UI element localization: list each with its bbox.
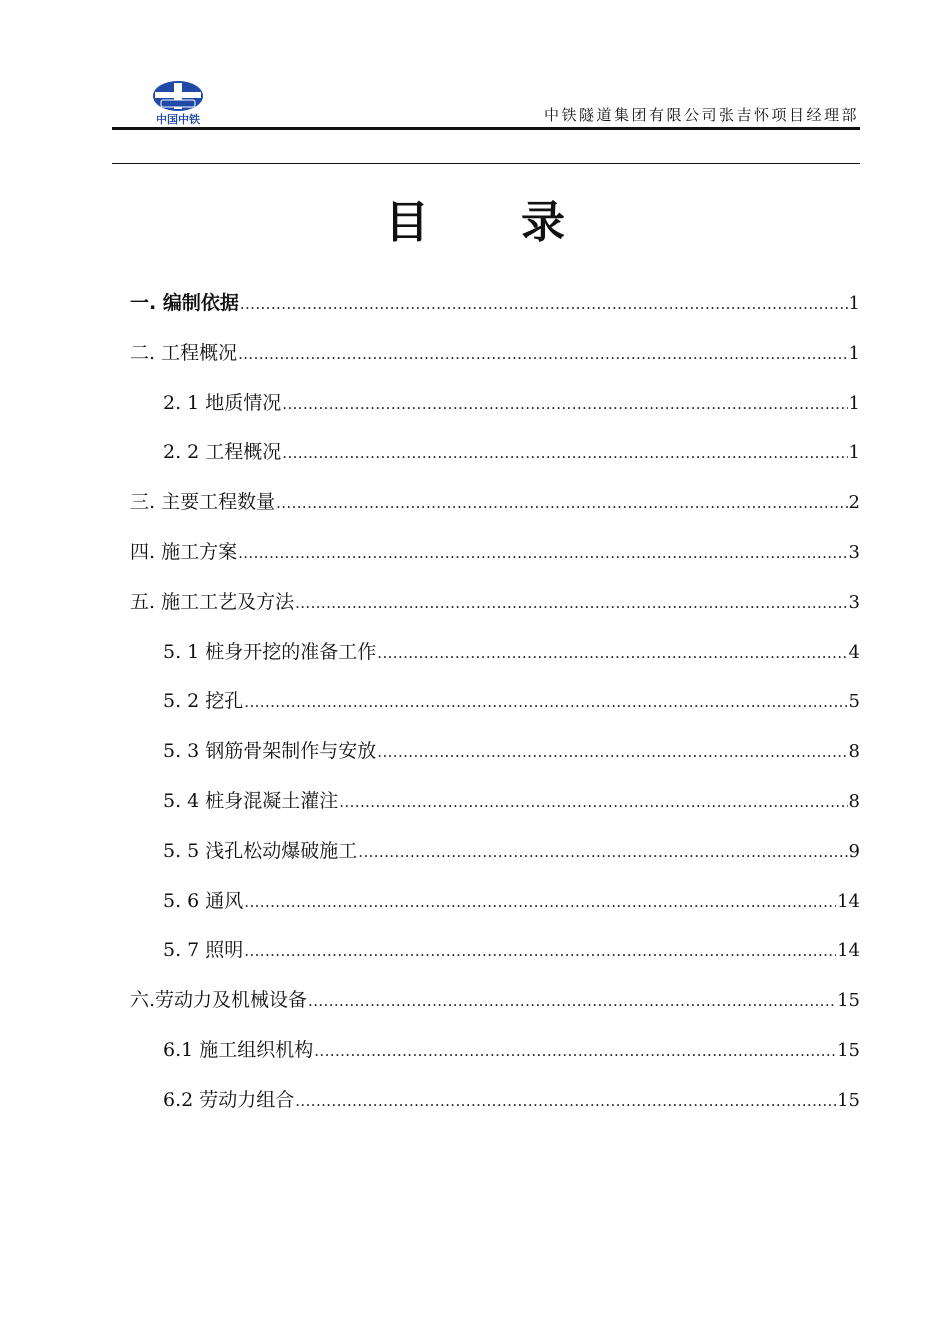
- toc-leader-dots: [244, 934, 836, 968]
- toc-entry-label: 五. 施工工艺及方法: [130, 590, 295, 613]
- toc-leader-dots: [244, 685, 847, 719]
- toc-entry-page: 1: [848, 342, 860, 364]
- toc-entry[interactable]: [130, 485, 860, 535]
- toc-entry[interactable]: [130, 734, 860, 784]
- toc-entry-page: 14: [837, 940, 860, 962]
- company-name: 中铁隧道集团有限公司张吉怀项目经理部: [543, 106, 859, 124]
- toc-leader-dots: [308, 984, 836, 1018]
- toc-entry-label: 三. 主要工程数量: [130, 491, 276, 514]
- toc-entry[interactable]: [130, 585, 860, 635]
- toc-entry-label: 2. 2 工程概况: [163, 441, 282, 464]
- toc-entry[interactable]: [130, 535, 860, 585]
- toc-entry-label: 六.劳动力及机械设备: [130, 989, 308, 1012]
- toc-entry-page: 3: [848, 541, 860, 563]
- toc-leader-dots: [295, 1084, 836, 1118]
- toc-entry-label: 5. 7 照明: [163, 939, 244, 962]
- toc-leader-dots: [244, 885, 836, 919]
- toc-leader-dots: [358, 835, 847, 869]
- logo-text: 中国中铁: [156, 113, 200, 126]
- header-rule: [112, 127, 860, 130]
- toc-entry-label: 5. 3 钢筋骨架制作与安放: [163, 740, 377, 763]
- toc-entry[interactable]: [130, 933, 860, 983]
- toc-entry[interactable]: [130, 684, 860, 734]
- toc-entry-page: 15: [837, 1039, 860, 1061]
- toc-entry[interactable]: [130, 784, 860, 834]
- toc-entry-label: 四. 施工方案: [130, 540, 238, 563]
- toc-entry-label: 5. 1 桩身开挖的准备工作: [163, 640, 377, 663]
- toc-entry-page: 15: [837, 990, 860, 1012]
- page-title: 目录: [385, 197, 657, 248]
- toc-leader-dots: [238, 337, 847, 371]
- toc-entry-page: 1: [848, 392, 860, 414]
- table-of-contents: [130, 286, 860, 1133]
- toc-entry-page: 4: [848, 641, 860, 663]
- toc-entry-label: 2. 1 地质情况: [163, 391, 282, 414]
- toc-entry-label: 6.1 施工组织机构: [163, 1038, 314, 1061]
- toc-entry[interactable]: [130, 286, 860, 336]
- toc-entry-page: 14: [837, 890, 860, 912]
- toc-entry-label: 5. 4 桩身混凝土灌注: [163, 789, 339, 812]
- toc-entry-label: 5. 5 浅孔松动爆破施工: [163, 839, 358, 862]
- toc-entry-page: 1: [848, 442, 860, 464]
- toc-entry[interactable]: [130, 635, 860, 685]
- toc-entry[interactable]: [130, 435, 860, 485]
- toc-leader-dots: [314, 1034, 836, 1068]
- toc-entry[interactable]: [130, 336, 860, 386]
- toc-leader-dots: [276, 486, 847, 520]
- toc-entry-label: 一. 编制依据: [130, 292, 239, 314]
- toc-entry[interactable]: [130, 884, 860, 934]
- header-rule-thin: [112, 163, 860, 164]
- toc-entry-page: 3: [848, 591, 860, 613]
- toc-leader-dots: [240, 287, 848, 321]
- crec-emblem-icon: [143, 80, 213, 114]
- toc-leader-dots: [377, 636, 847, 670]
- toc-entry-page: 1: [848, 293, 860, 314]
- toc-entry-page: 5: [848, 691, 860, 713]
- toc-leader-dots: [238, 536, 847, 570]
- toc-leader-dots: [282, 387, 847, 421]
- toc-entry[interactable]: [130, 834, 860, 884]
- toc-entry-label: 二. 工程概况: [130, 341, 238, 364]
- toc-entry[interactable]: [130, 1033, 860, 1083]
- toc-entry-page: 8: [848, 790, 860, 812]
- toc-entry-label: 5. 2 挖孔: [163, 690, 244, 713]
- toc-entry[interactable]: [130, 983, 860, 1033]
- toc-entry-page: 8: [848, 741, 860, 763]
- toc-leader-dots: [339, 785, 847, 819]
- toc-entry-page: 2: [848, 492, 860, 514]
- toc-leader-dots: [282, 436, 847, 470]
- toc-leader-dots: [295, 586, 847, 620]
- toc-entry-page: 15: [837, 1089, 860, 1111]
- company-logo: [143, 80, 213, 128]
- toc-leader-dots: [377, 735, 847, 769]
- toc-entry-label: 5. 6 通风: [163, 889, 244, 912]
- toc-entry[interactable]: [130, 386, 860, 436]
- toc-entry-page: 9: [848, 840, 860, 862]
- toc-entry[interactable]: [130, 1083, 860, 1133]
- toc-entry-label: 6.2 劳动力组合: [163, 1088, 295, 1111]
